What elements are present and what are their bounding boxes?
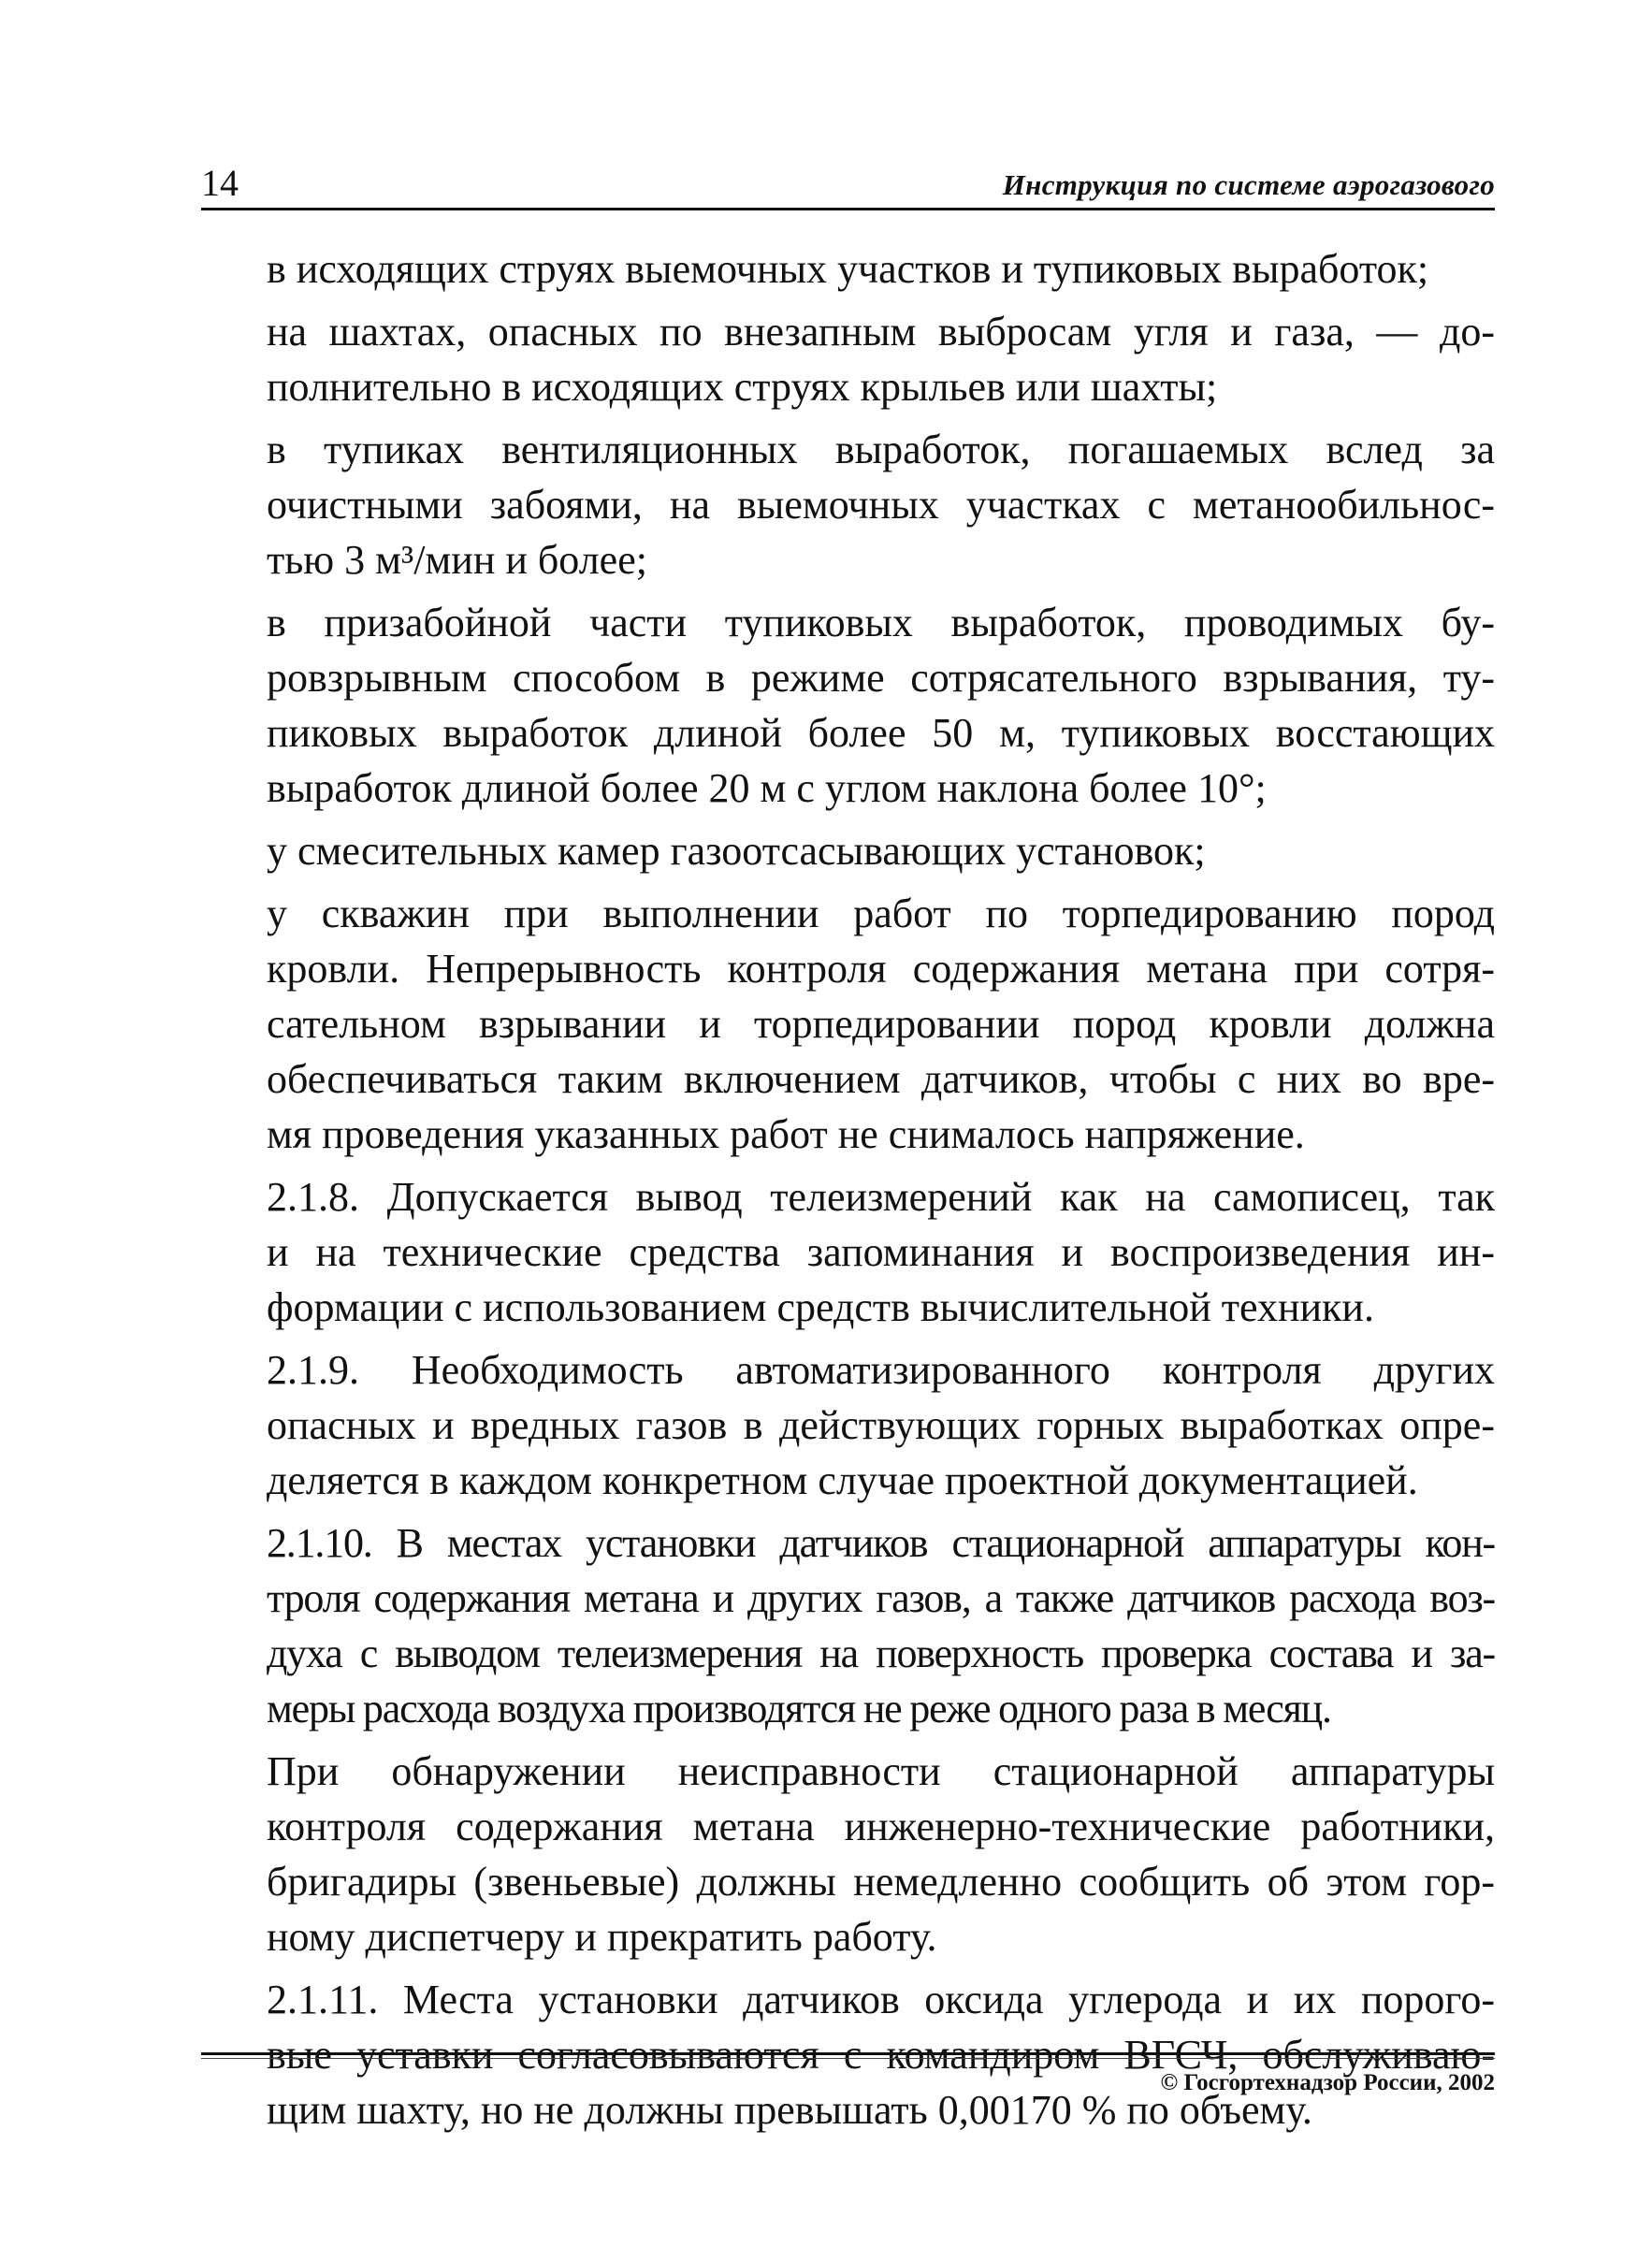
paragraph <box>201 595 1495 816</box>
text-line: бригадиры (звеньевые) должны немедленно сообщить об этом гор- <box>267 1859 1495 1905</box>
text-line: полнительно в исходящих струях крыльев или шахты; <box>267 364 1218 410</box>
text-line: обеспечиваться таким включением датчиков, чтобы с них во вре- <box>267 1056 1495 1102</box>
text-line: кровли. Непрерывность контроля содержания метана при сотря- <box>267 946 1495 992</box>
text-line: 2.1.8. Допускается вывод телеизмерений как на самописец, так <box>267 1174 1495 1220</box>
text-line: деляется в каждом конкретном случае проектной документацией. <box>267 1457 1418 1503</box>
text-line: сательном взрывании и торпедировании пород кровли должна <box>267 1001 1495 1047</box>
text-line: щим шахту, но не должны превышать 0,00170 % по объему. <box>267 2087 1312 2133</box>
text-line: троля содержания метана и других газов, а также датчиков расхода воз- <box>267 1575 1495 1621</box>
paragraph <box>201 241 1495 297</box>
text-line: у смесительных камер газоотсасывающих установок; <box>267 828 1206 874</box>
page-number: 14 <box>201 162 239 204</box>
text-line: тью 3 м³/мин и более; <box>267 537 647 583</box>
text-line: выработок длиной более 20 м с углом наклона более 10°; <box>267 765 1267 811</box>
paragraph <box>201 1169 1495 1335</box>
page-header <box>201 161 1495 210</box>
text-line: пиковых выработок длиной более 50 м, тупиковых восстающих <box>267 710 1495 756</box>
text-line: ному диспетчеру и прекратить работу. <box>267 1914 937 1960</box>
text-line: меры расхода воздуха производятся не реже одного раза в месяц. <box>267 1686 1331 1732</box>
footer-rule-thin <box>201 2058 1495 2059</box>
text-line: и на технические средства запоминания и воспроизведения ин- <box>267 1229 1495 1275</box>
text-line: При обнаружении неисправности стационарной аппаратуры <box>267 1748 1495 1794</box>
paragraph <box>201 1744 1495 1964</box>
paragraph <box>201 823 1495 878</box>
footer-rule <box>201 2052 1495 2055</box>
paragraph <box>201 886 1495 1162</box>
body-text <box>201 241 1495 2137</box>
text-line: опасных и вредных газов в действующих горных выработках опре- <box>267 1402 1495 1448</box>
copyright-notice: © Госгортехнадзор России, 2002 <box>1160 2070 1495 2095</box>
text-line: формации с использованием средств вычислительной техники. <box>267 1284 1374 1330</box>
text-line: 2.1.11. Места установки датчиков оксида углерода и их порого- <box>267 1977 1495 2022</box>
text-line: духа с выводом телеизмерения на поверхность проверка состава и за- <box>267 1630 1495 1676</box>
text-line: у скважин при выполнении работ по торпедированию пород <box>267 891 1495 936</box>
paragraph <box>201 1515 1495 1736</box>
paragraph <box>201 422 1495 587</box>
text-line: контроля содержания метана инженерно-технические работники, <box>267 1804 1495 1849</box>
text-line: в тупиках вентиляционных выработок, погашаемых вслед за <box>267 427 1495 472</box>
text-line: вые уставки согласовываются с командиром ВГСЧ, обслуживаю- <box>267 2032 1495 2078</box>
text-line: 2.1.10. В местах установки датчиков стационарной аппаратуры кон- <box>267 1520 1495 1566</box>
text-line: в призабойной части тупиковых выработок, проводимых бу- <box>267 600 1495 645</box>
text-line: на шахтах, опасных по внезапным выбросам угля и газа, — до- <box>267 309 1495 355</box>
text-line: 2.1.9. Необходимость автоматизированного контроля других <box>267 1347 1495 1393</box>
paragraph <box>201 304 1495 414</box>
text-line: мя проведения указанных работ не снималось напряжение. <box>267 1111 1305 1157</box>
paragraph <box>201 1342 1495 1508</box>
text-line: ровзрывным способом в режиме сотрясательного взрывания, ту- <box>267 655 1495 701</box>
text-line: в исходящих струях выемочных участков и тупиковых выработок; <box>267 246 1429 292</box>
text-line: очистными забоями, на выемочных участках с метанообильнос- <box>267 482 1495 528</box>
running-title: Инструкция по системе аэрогазового <box>1002 168 1495 201</box>
